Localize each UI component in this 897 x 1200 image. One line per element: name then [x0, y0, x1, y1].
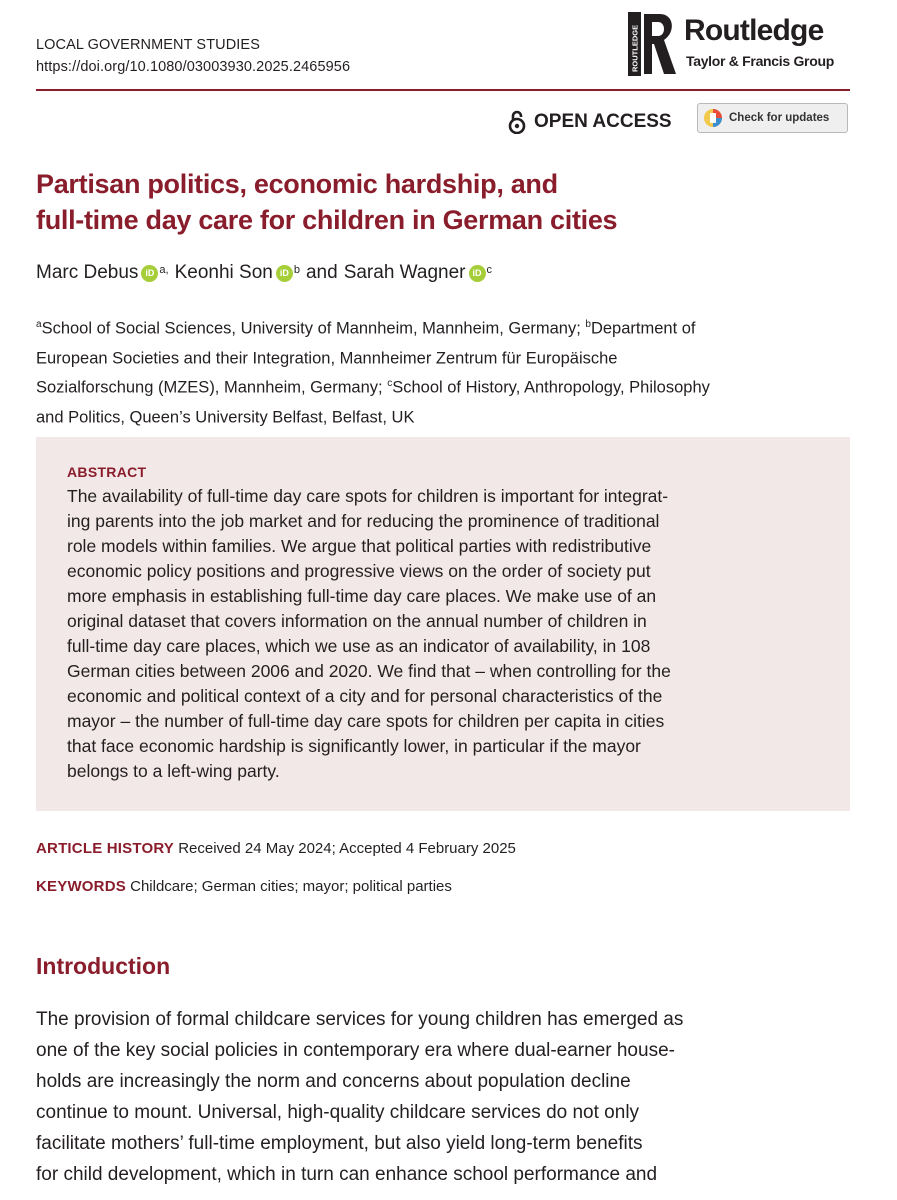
- abstract-line: The availability of full-time day care spots for children is important for integrat-: [67, 486, 669, 506]
- open-lock-icon: [508, 110, 526, 134]
- affiliation-line: $^a$School of Social Sciences, University of Mannheim, Mannheim, Germany; $^b$Department of: [36, 319, 696, 338]
- open-access-badge: [508, 110, 672, 134]
- publisher-name: Routledge: [684, 14, 824, 47]
- author-list: [36, 262, 498, 284]
- abstract-line: original dataset that covers information on the annual number of children in: [67, 611, 647, 631]
- author-affiliation-mark: b: [293, 264, 300, 276]
- abstract-body: [67, 484, 823, 784]
- keywords-label: KEYWORDS: [36, 878, 126, 895]
- affiliation-line: European Societies and their Integration, Mannheimer Zentrum für Europäische: [36, 349, 618, 367]
- orcid-icon[interactable]: iD: [276, 265, 293, 282]
- abstract-line: role models within families. We argue that political parties with redistributive: [67, 536, 652, 556]
- body-line: continue to mount. Universal, high-quality childcare services do not only: [36, 1102, 640, 1123]
- affiliation-line: Sozialforschung (MZES), Mannheim, Germany; $^c$School of History, Anthropology, Philosophy: [36, 378, 710, 397]
- publisher-logo: [628, 10, 858, 80]
- author-affiliation-mark: a,: [159, 264, 169, 276]
- introduction-body: [36, 1004, 852, 1190]
- journal-name: LOCAL GOVERNMENT STUDIES: [36, 37, 260, 53]
- title-line: Partisan politics, economic hardship, and: [36, 169, 558, 199]
- abstract-line: full-time day care places, which we use as an indicator of availability, in 108: [67, 636, 651, 656]
- abstract-line: that face economic hardship is significantly lower, in particular if the mayor: [67, 736, 641, 756]
- abstract-heading: ABSTRACT: [67, 464, 147, 480]
- open-access-label: OPEN ACCESS: [534, 111, 672, 132]
- article-history: [36, 840, 516, 857]
- body-line: holds are increasingly the norm and concerns about population decline: [36, 1071, 631, 1092]
- article-history-text: Received 24 May 2024; Accepted 4 February 2025: [178, 840, 516, 857]
- orcid-icon[interactable]: iD: [469, 265, 486, 282]
- orcid-icon[interactable]: iD: [141, 265, 158, 282]
- crossmark-icon: [703, 108, 723, 128]
- keywords-text: Childcare; German cities; mayor; political parties: [130, 878, 452, 895]
- abstract-box: [36, 437, 850, 811]
- header-rule: [36, 89, 850, 91]
- body-line: for child development, which in turn can enhance school performance and: [36, 1164, 658, 1185]
- title-line: full-time day care for children in German cities: [36, 205, 618, 235]
- article-title: [36, 166, 796, 238]
- abstract-line: more emphasis in establishing full-time day care places. We make use of an: [67, 586, 657, 606]
- body-line: The provision of formal childcare services for young children has emerged as: [36, 1009, 684, 1030]
- routledge-r-icon: [628, 12, 676, 76]
- vertical-mark-text: ROUTLEDGE: [630, 24, 640, 72]
- journal-header: [36, 34, 350, 78]
- author-affiliation-mark: c: [486, 264, 492, 276]
- section-heading-introduction: Introduction: [36, 953, 171, 979]
- abstract-line: ing parents into the job market and for reducing the prominence of traditional: [67, 511, 660, 531]
- author-name[interactable]: Sarah Wagner: [343, 262, 466, 283]
- author-conjunction: and: [305, 262, 338, 283]
- abstract-line: belongs to a left-wing party.: [67, 761, 280, 781]
- keywords: [36, 878, 452, 895]
- abstract-line: German cities between 2006 and 2020. We find that – when controlling for the: [67, 661, 671, 681]
- journal-doi[interactable]: https://doi.org/10.1080/03003930.2025.2465956: [36, 59, 351, 75]
- check-for-updates-button[interactable]: [697, 103, 848, 133]
- affiliations: [36, 312, 852, 430]
- abstract-line: economic policy positions and progressive views on the order of society put: [67, 561, 651, 581]
- abstract-line: mayor – the number of full-time day care spots for children per capita in cities: [67, 711, 665, 731]
- publisher-group: Taylor & Francis Group: [686, 53, 834, 69]
- author-name[interactable]: Marc Debus: [36, 262, 139, 283]
- check-for-updates-label: Check for updates: [729, 112, 830, 124]
- abstract-line: economic and political context of a city and for personal characteristics of the: [67, 686, 663, 706]
- body-line: one of the key social policies in contemporary era where dual-earner house-: [36, 1040, 675, 1061]
- affiliation-line: and Politics, Queen’s University Belfast, Belfast, UK: [36, 408, 415, 426]
- body-line: facilitate mothers’ full-time employment, but also yield long-term benefits: [36, 1133, 643, 1154]
- article-history-label: ARTICLE HISTORY: [36, 840, 175, 857]
- author-name[interactable]: Keonhi Son: [174, 262, 273, 283]
